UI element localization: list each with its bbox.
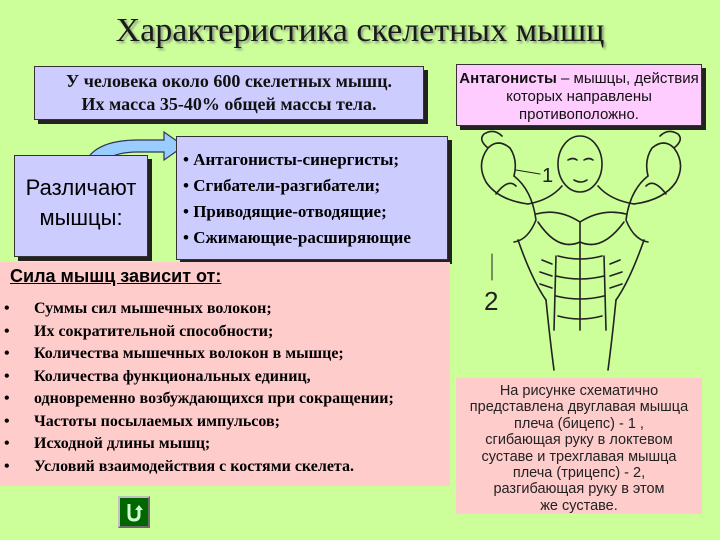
force-list-item: • Исходной длины мышц;	[4, 433, 394, 456]
info-line-1: У человека около 600 скелетных мышц.	[66, 71, 392, 91]
caption-line: плеча (трицепс) - 2,	[512, 465, 646, 482]
return-button[interactable]	[118, 496, 150, 528]
caption-line: представлена двуглавая мышца	[469, 399, 689, 416]
force-list-item: • Частоты посылаемых импульсов;	[4, 411, 394, 434]
differentiate-line-2: мышцы:	[39, 205, 123, 230]
u-turn-arrow-icon	[123, 501, 145, 523]
differentiate-line-1: Различают	[25, 175, 137, 200]
bodybuilder-illustration	[458, 130, 704, 374]
info-box	[34, 66, 424, 120]
caption-line: суставе и трехглавая мышца	[481, 448, 677, 465]
muscle-type-item: • Приводящие-отводящие;	[183, 202, 387, 221]
muscle-type-item: • Сжимающие-расширяющие	[183, 228, 411, 247]
page-title: Характеристика скелетных мышц	[115, 12, 605, 49]
force-list-item: • Их сократительной способности;	[4, 321, 394, 344]
caption-line: плеча (бицепс) - 1 ,	[514, 415, 644, 432]
force-list-item: • Условий взаимодействия с костями скелета.	[4, 456, 394, 479]
muscle-types-box	[176, 136, 448, 260]
force-list-item: • Количества функциональных единиц,	[4, 366, 394, 389]
figure-label-2: 2	[484, 286, 499, 316]
caption-line: сгибающая руку в локтевом	[485, 432, 673, 449]
caption-line: же суставе.	[540, 497, 618, 514]
figure-caption	[456, 378, 702, 514]
force-list-item: • Суммы сил мышечных волокон;	[4, 298, 394, 321]
muscle-type-item: • Сгибатели-разгибатели;	[183, 176, 381, 195]
caption-line: На рисунке схематично	[499, 383, 659, 399]
muscle-type-item: • Антагонисты-синергисты;	[183, 150, 400, 169]
figure-label-1: 1	[542, 165, 554, 187]
force-list-item: • Количества мышечных волокон в мышце;	[4, 343, 394, 366]
antagonists-definition	[456, 64, 702, 126]
antagonists-term: Антагонисты	[459, 70, 557, 87]
force-list-item-continuation: • одновременно возбуждающихся при сокращении;	[4, 388, 394, 411]
force-list	[4, 298, 394, 478]
antagonists-rest: – мышцы, действия которых направлены противоположно.	[506, 70, 699, 123]
info-line-2: Их масса 35-40% общей массы тела.	[81, 94, 377, 114]
force-title: Сила мышц зависит от:	[10, 266, 222, 286]
caption-line: разгибающая руку в этом	[493, 481, 665, 498]
differentiate-box	[14, 155, 148, 257]
muscle-force-panel	[0, 262, 450, 486]
